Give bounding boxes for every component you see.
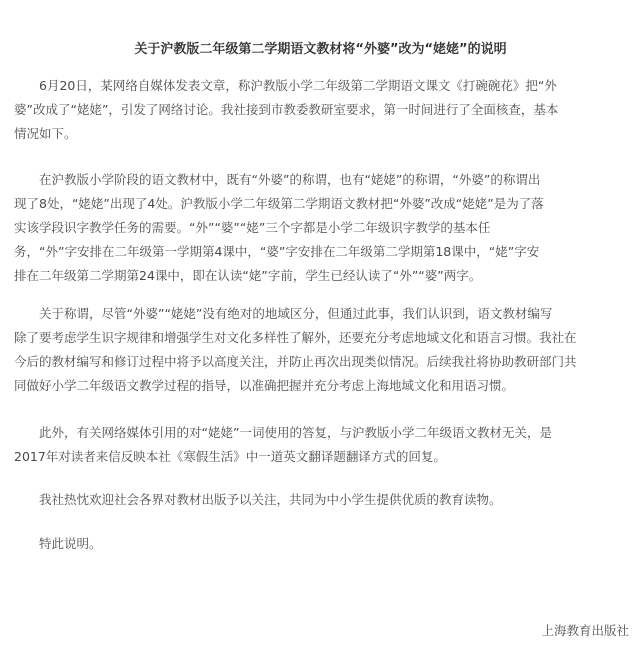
paragraph-line: 婆”改成了“姥姥”，引发了网络讨论。我社接到市教委教研室要求，第一时间进行了全面核查，基本 — [14, 102, 559, 117]
paragraph-line: 情况如下。 — [14, 126, 77, 141]
publisher-signature: 上海教育出版社 — [541, 623, 629, 638]
paragraph-line: 现了8处，“姥姥”出现了4处。沪教版小学二年级第二学期语文教材把“外婆”改成“姥姥”是为了落 — [14, 196, 544, 211]
paragraph-closing — [14, 532, 630, 556]
paragraph-line: 今后的教材编写和修订过程中将予以高度关注，并防止再次出现类似情况。后续我社将协助教研部门共 — [14, 354, 577, 369]
paragraph-line: 同做好小学二年级语文教学过程的指导，以准确把握并充分考虑上海地域文化和用语习惯。 — [14, 378, 515, 393]
paragraph-clarification — [14, 421, 630, 469]
paragraph-reflection — [14, 302, 630, 398]
paragraph-welcome — [14, 488, 630, 512]
document-title: 关于沪教版二年级第二学期语文教材将“外婆”改为“姥姥”的说明 — [134, 42, 507, 57]
paragraph-line: 我社热忱欢迎社会各界对教材出版予以关注，共同为中小学生提供优质的教育读物。 — [14, 492, 502, 507]
paragraph-incident — [14, 74, 630, 146]
paragraph-line: 实该学段识字教学任务的需要。“外”“婆”“姥”三个字都是小学二年级识字教学的基本任 — [14, 220, 491, 235]
paragraph-line: 关于称谓，尽管“外婆”“姥姥”没有绝对的地域区分，但通过此事，我们认识到，语文教材编写 — [14, 306, 553, 321]
paragraph-findings — [14, 168, 630, 288]
paragraph-line: 在沪教版小学阶段的语文教材中，既有“外婆”的称谓，也有“姥姥”的称谓，“外婆”的称谓出 — [14, 172, 541, 187]
paragraph-line: 6月20日，某网络自媒体发表文章，称沪教版小学二年级第二学期语文课文《打碗碗花》把“外 — [14, 78, 557, 93]
paragraph-line: 排在二年级第二学期第24课中，即在认读“姥”字前，学生已经认读了“外”“婆”两字。 — [14, 268, 482, 283]
paragraph-line: 2017年对读者来信反映本社《寒假生活》中一道英文翻译题翻译方式的回复。 — [14, 449, 446, 464]
paragraph-line: 务，“外”字安排在二年级第一学期第4课中，“婆”字安排在二年级第二学期第18课中，“姥”字安 — [14, 244, 540, 259]
paragraph-line: 此外，有关网络媒体引用的对“姥姥”一词使用的答复，与沪教版小学二年级语文教材无关，是 — [14, 425, 552, 440]
paragraph-line: 除了要考虑学生识字规律和增强学生对文化多样性了解外，还要充分考虑地域文化和语言习惯。我社在 — [14, 330, 577, 345]
paragraph-line: 特此说明。 — [14, 536, 102, 551]
